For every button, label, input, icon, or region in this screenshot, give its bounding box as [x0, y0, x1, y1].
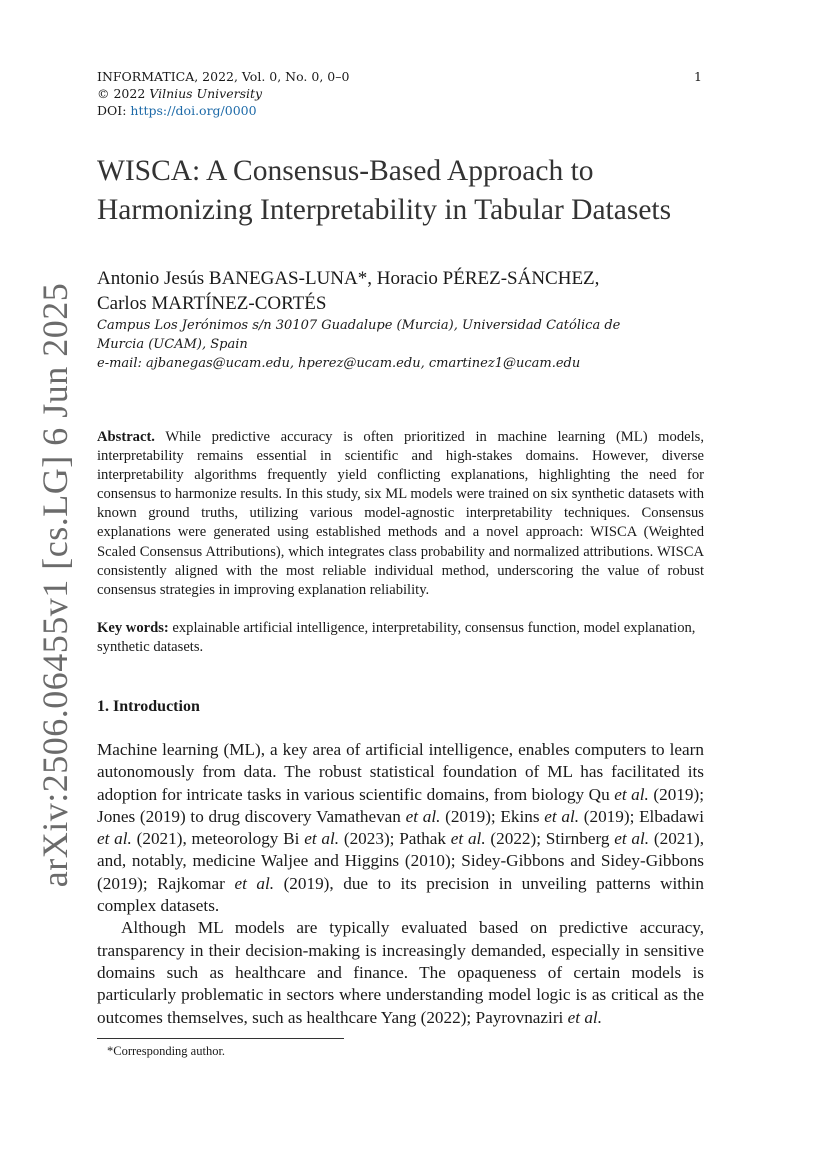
- copyright-line: © 2022 Vilnius University: [97, 86, 263, 101]
- abstract-label: Abstract.: [97, 429, 155, 445]
- keywords: [97, 619, 704, 657]
- email-line: e-mail: ajbanegas@ucam.edu, hperez@ucam.edu, cmartinez1@ucam.edu: [97, 356, 581, 371]
- author-list: Antonio Jesús BANEGAS-LUNA*, Horacio PÉREZ-SÁNCHEZ, Carlos MARTÍNEZ-CORTÉS: [97, 268, 600, 314]
- intro-paragraph-2: Although ML models are typically evaluated based on predictive accuracy, transparency in their decision-making is increasingly demanded, especially in sensitive domains such as healthcare and finance. The opaqueness of certain models is particularly problematic in sectors where understanding model logic is as critical as the outcomes themselves, such as healthcare Yang (2022); Payrovnaziri et al.: [97, 918, 704, 1027]
- keywords-label: Key words:: [97, 620, 169, 636]
- footnote: *Corresponding author.: [107, 1044, 226, 1058]
- page-number: 1: [694, 69, 702, 84]
- doi-line: DOI: https://doi.org/0000: [97, 103, 257, 118]
- abstract: [97, 428, 704, 600]
- introduction-body: [97, 739, 704, 1029]
- copyright-org: Vilnius University: [149, 86, 263, 101]
- journal-header: [97, 68, 349, 119]
- journal-line: INFORMATICA, 2022, Vol. 0, No. 0, 0–0: [97, 69, 350, 84]
- keywords-text: explainable artificial intelligence, interpretability, consensus function, model explanation, synthetic datasets.: [97, 620, 696, 656]
- section-heading: 1. Introduction: [97, 698, 200, 715]
- abstract-text: While predictive accuracy is often prioritized in machine learning (ML) models, interpretability remains essential in scientific and high-stakes domains. However, diverse interpretability algorithms frequently yield conflicting explanations, highlighting the need for consensus to harmonize results. In this study, six ML models were trained on six synthetic datasets with known ground truths, utilizing various model-agnostic interpretability techniques. Consensus explanations were generated using established methods and a novel approach: WISCA (Weighted Scaled Consensus Attributions), which integrates class probability and normalized attributions. WISCA consistently aligned with the most reliable individual method, underscoring the value of robust consensus strategies in improving explanation reliability.: [97, 429, 704, 598]
- paper-title: WISCA: A Consensus-Based Approach to Harmonizing Interpretability in Tabular Datasets: [97, 155, 672, 226]
- intro-paragraph-1: Machine learning (ML), a key area of artificial intelligence, enables computers to learn autonomously from data. The robust statistical foundation of ML has facilitated its adoption for intricate tasks in various scientific domains, from biology Qu et al. (2019); Jones (2019) to drug discovery Vamathevan et al. (2019); Ekins et al. (2019); Elbadawi et al. (2021), meteorology Bi et al. (2023); Pathak et al. (2022); Stirnberg et al. (2021), and, notably, medicine Waljee and Higgins (2010); Sidey-Gibbons and Sidey-Gibbons (2019); Rajkomar et al. (2019), due to its precision in unveiling patterns within complex datasets.: [97, 740, 704, 916]
- doi-link[interactable]: https://doi.org/0000: [130, 103, 257, 118]
- footnote-rule: [97, 1038, 344, 1039]
- affiliation: Campus Los Jerónimos s/n 30107 Guadalupe (Murcia), Universidad Católica de Murcia (UCAM), Spain e-mail: ajbanegas@ucam.edu, hperez@ucam.edu, cmartinez1@ucam.edu: [97, 316, 707, 373]
- arxiv-identifier[interactable]: arXiv:2506.06455v1 [cs.LG] 6 Jun 2025: [35, 282, 75, 888]
